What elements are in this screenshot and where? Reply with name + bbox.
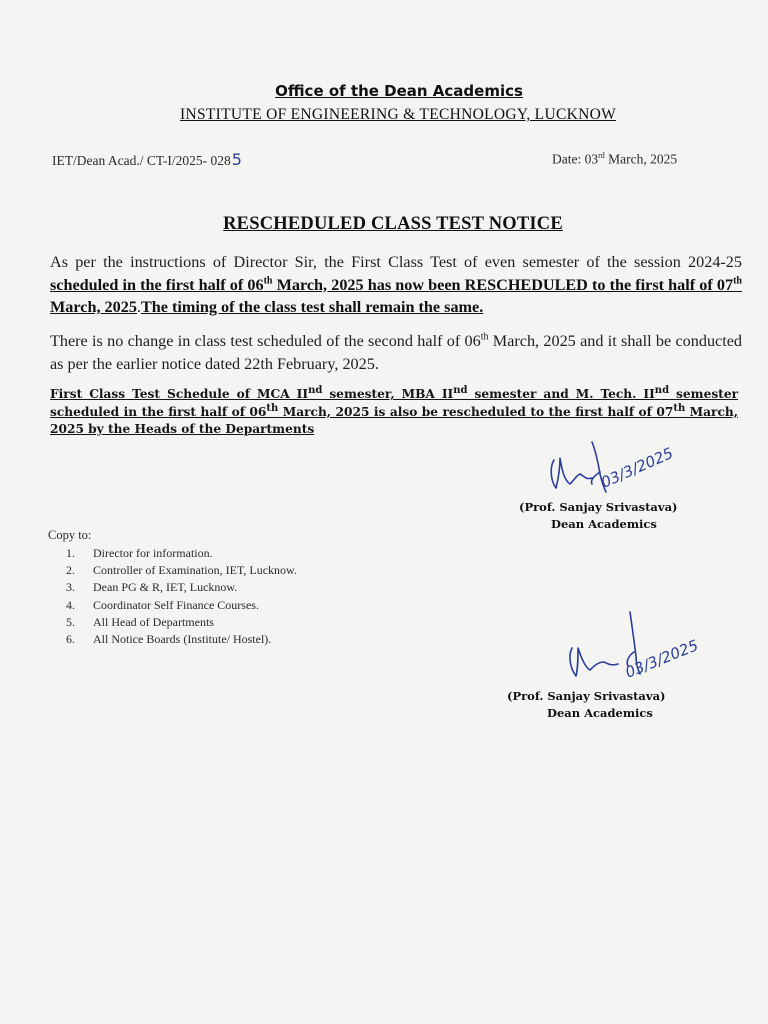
- p2-a: There is no change in class test scheduled of the second half of 06: [50, 332, 481, 350]
- p1-sup1: th: [263, 275, 273, 287]
- list-item-text: All Notice Boards (Institute/ Hostel).: [93, 631, 272, 646]
- list-item: [66, 545, 297, 562]
- list-item: [66, 597, 297, 614]
- date-sup: rd: [598, 151, 605, 160]
- list-item-text: Controller of Examination, IET, Lucknow.: [93, 563, 297, 578]
- list-item: [66, 614, 297, 631]
- notice-date: [552, 151, 677, 168]
- date-prefix: Date: 03: [552, 151, 599, 167]
- p1-intro: As per the instructions of Director Sir, the First Class Test of even semester of the session 2024-25: [50, 253, 742, 271]
- signature-top-date: 03/3/2025: [598, 443, 676, 492]
- copy-to-list: [66, 545, 297, 648]
- p3-a: First Class Test Schedule of MCA II: [50, 387, 309, 401]
- p1-bold-c: March, 2025: [50, 298, 137, 316]
- list-item-number: 2.: [66, 563, 75, 578]
- p3-sup4: th: [266, 402, 279, 414]
- p3-b: semester, MBA II: [322, 387, 454, 401]
- date-rest: March, 2025: [604, 151, 678, 167]
- signatory-block-top: [519, 499, 677, 532]
- institute-title: INSTITUTE OF ENGINEERING & TECHNOLOGY, LUCKNOW: [180, 106, 616, 123]
- office-title: Office of the Dean Academics: [275, 82, 523, 100]
- p1-bold-b: March, 2025 has now been RESCHEDULED to the first half of 07: [272, 275, 734, 294]
- p1-dot: .: [136, 298, 141, 316]
- signature-bottom-date: 03/3/2025: [622, 636, 701, 682]
- signatory-designation: Dean Academics: [547, 705, 653, 720]
- paragraph-mca-mba-mtech: [50, 386, 738, 439]
- list-item-text: All Head of Departments: [93, 614, 214, 629]
- list-item-text: Director for information.: [93, 546, 213, 560]
- list-item-number: 3.: [66, 580, 75, 595]
- signatory-name: (Prof. Sanjay Srivastava): [519, 500, 678, 514]
- signature-bottom: [556, 608, 716, 686]
- p3-sup5: th: [673, 402, 686, 414]
- list-item-number: 5.: [66, 614, 75, 629]
- p1-sup2: th: [733, 275, 742, 287]
- list-item-number: 6.: [66, 631, 75, 646]
- p3-sup1: nd: [308, 384, 323, 396]
- list-item: [66, 562, 297, 579]
- p3-sup2: nd: [453, 384, 468, 396]
- copy-to-heading: Copy to:: [48, 528, 92, 542]
- p3-f: March, 2025 by the Heads of the Departments: [50, 404, 739, 436]
- notice-title: RESCHEDULED CLASS TEST NOTICE: [223, 214, 563, 234]
- p3-sup3: nd: [654, 384, 670, 396]
- list-item-text: Coordinator Self Finance Courses.: [93, 597, 259, 612]
- p3-e: March, 2025 is also be rescheduled to the first half of 07: [278, 404, 674, 419]
- list-item: [66, 631, 297, 648]
- p2-sup: th: [480, 331, 489, 343]
- signature-top: [530, 436, 700, 498]
- paragraph-reschedule: [50, 251, 742, 319]
- list-item-number: 1.: [66, 546, 75, 560]
- p3-c: semester and M. Tech. II: [467, 387, 655, 401]
- list-item-text: Dean PG & R, IET, Lucknow.: [93, 580, 238, 595]
- list-item-number: 4.: [66, 597, 75, 612]
- reference-handwritten-suffix: 5: [231, 150, 242, 169]
- list-item: [66, 579, 297, 596]
- reference-number: [52, 150, 242, 169]
- paragraph-no-change: [50, 330, 742, 375]
- p1-bold-timing: The timing of the class test shall remain the same.: [140, 298, 484, 316]
- signatory-block-bottom: [507, 688, 665, 721]
- signatory-designation: Dean Academics: [551, 516, 657, 531]
- p1-bold-a: scheduled in the first half of 06: [50, 275, 264, 294]
- p3-d: semester scheduled in the first half of 06: [50, 387, 738, 419]
- signatory-name: (Prof. Sanjay Srivastava): [507, 689, 666, 703]
- p2-b: March, 2025 and it shall be conducted as per the earlier notice dated 22th February, 2025.: [50, 332, 742, 373]
- reference-text: IET/Dean Acad./ CT-I/2025- 028: [52, 153, 231, 168]
